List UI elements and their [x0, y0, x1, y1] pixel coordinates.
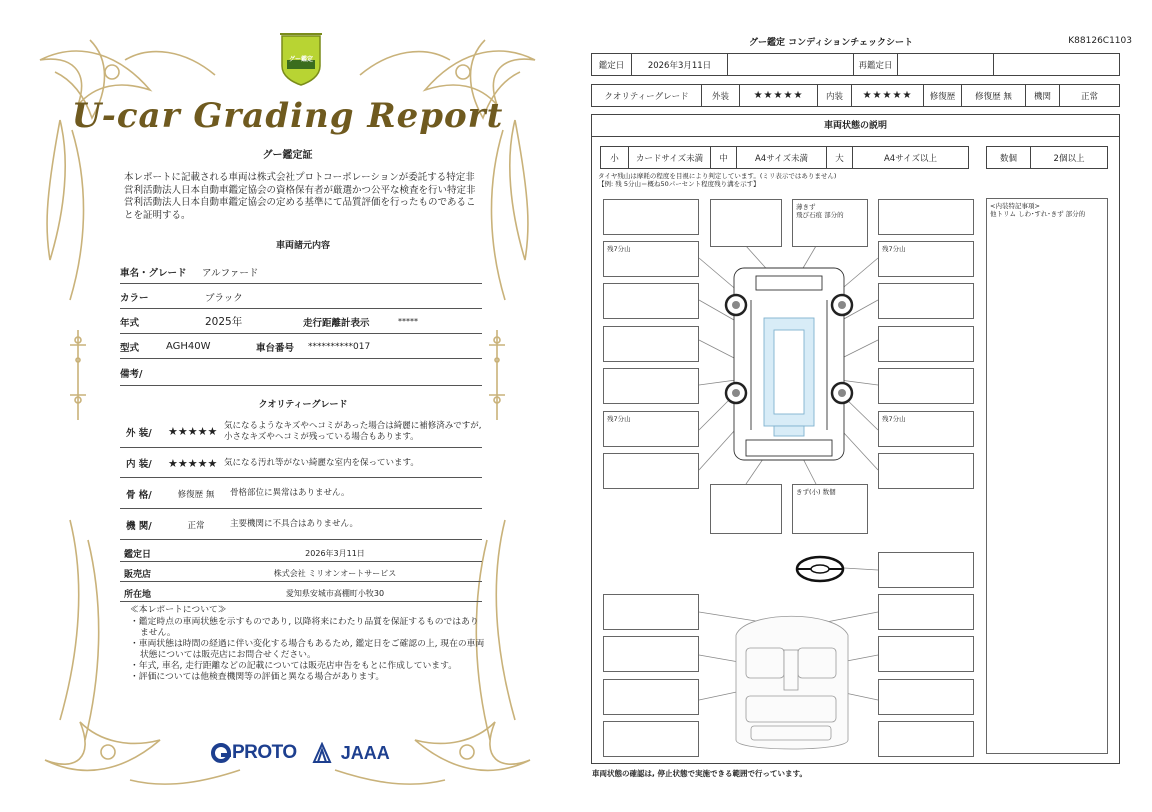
spec-row-remarks: [120, 360, 482, 386]
model-label: 型式: [120, 342, 140, 354]
report-script-title: U-car Grading Report: [71, 96, 504, 136]
grading-report: [0, 0, 575, 812]
grade-row-frame: [120, 479, 482, 509]
note-item: ・車両状態は時間の経過に伴い変化する場合もあるため, 鑑定日をご確認の上, 現在の車両状態については販売店にお問合せください。: [130, 639, 485, 660]
badge-label: グー鑑定: [288, 56, 313, 63]
condition-check-sheet: [586, 0, 1152, 812]
grade-label: 内 装/: [126, 459, 152, 470]
interior-box: [603, 594, 699, 630]
repair-value: 修復歴 無: [962, 85, 1026, 107]
info-label: 販売店: [124, 569, 152, 580]
size-small-label: 小: [601, 147, 629, 169]
year-label: 年式: [120, 317, 140, 329]
damage-box: [603, 453, 699, 489]
quality-section-title: クオリティーグレード: [258, 400, 348, 410]
date-label: 鑑定日: [592, 54, 632, 76]
damage-box: [710, 484, 782, 534]
model-value: AGH40W: [166, 341, 211, 352]
count-label: 数個: [987, 147, 1031, 169]
redate-label: 再鑑定日: [854, 54, 898, 76]
damage-box: [878, 199, 974, 235]
tire-note-line-1: タイヤ残山は摩耗の程度を目視により判定しています。(ミリ表示ではありません): [598, 172, 837, 180]
color-label: カラー: [120, 292, 149, 304]
proto-logo: PROTO: [232, 742, 297, 763]
grade-label: 外 装/: [126, 427, 152, 439]
damage-box-tire-rl: 残7分山: [603, 411, 699, 447]
interior-box: [603, 636, 699, 672]
tire-note-line-2: 【例: 残 5分山＝概ね50パーセント程度残り溝を示す】: [598, 180, 760, 188]
damage-box: [603, 283, 699, 319]
grade-description: 主要機関に不具合はありません。: [230, 519, 359, 529]
grade-stars: ★★★★★: [168, 456, 218, 470]
size-small-value: カードサイズ未満: [629, 147, 711, 169]
spec-section-title: 車両諸元内容: [275, 241, 330, 251]
mileage-value: *****: [398, 317, 418, 326]
note-item: ・評価については他検査機関等の評価と異なる場合があります。: [130, 672, 385, 682]
damage-box-front: 薄きず 飛び石痕 部分的: [792, 199, 868, 247]
size-medium-value: A4サイズ未満: [737, 147, 827, 169]
size-medium-label: 中: [711, 147, 737, 169]
date-value: 2026年3月11日: [632, 54, 728, 76]
jaaa-logo: JAAA: [340, 742, 390, 763]
steering-wheel-icon: [797, 557, 843, 581]
interior-box: [603, 721, 699, 757]
spec-row-model: [120, 335, 482, 359]
quality-label: クオリティーグレード: [592, 85, 702, 107]
sheet-footnote: 車両状態の確認は, 停止状態で実施できる範囲で行っています。: [592, 769, 807, 778]
remarks-label: 備考/: [120, 368, 143, 380]
info-row-address: [120, 585, 482, 602]
note-item: ・年式, 車名, 走行距離などの記載については販売店申告をもとに作成しています。: [130, 661, 457, 671]
damage-box: [603, 199, 699, 235]
certificate-title: グー鑑定証: [262, 150, 313, 161]
size-large-value: A4サイズ以上: [853, 147, 969, 169]
color-value: ブラック: [205, 292, 243, 304]
info-value: 愛知県安城市高棚町小牧30: [285, 588, 385, 598]
damage-box: [603, 326, 699, 362]
spec-row-name: [120, 260, 482, 284]
interior-box: [878, 679, 974, 715]
info-label: 鑑定日: [124, 549, 152, 560]
spec-row-color: [120, 285, 482, 309]
interior-box: [878, 636, 974, 672]
engine-label: 機関: [1026, 85, 1060, 107]
grade-description: 気になる汚れ等がない綺麗な室内を保っています。: [224, 457, 419, 468]
jaaa-logo-icon: [311, 742, 333, 764]
ext-stars: ★★★★★: [740, 85, 818, 107]
notes-title: ≪本レポートについて≫: [130, 605, 227, 615]
grade-label: 骨 格/: [126, 489, 152, 501]
damage-box-tire-rr: 残7分山: [878, 411, 974, 447]
name-value: アルファード: [202, 267, 259, 279]
damage-box: [710, 199, 782, 247]
info-row-date: [120, 545, 482, 562]
ext-label: 外装: [702, 85, 740, 107]
damage-box: [878, 368, 974, 404]
damage-box-tire-fr: 残7分山: [878, 241, 974, 277]
grade-row-engine: [120, 510, 482, 540]
size-large-label: 大: [827, 147, 853, 169]
sheet-title: グー鑑定 コンディションチェックシート: [749, 38, 913, 48]
interior-box: [878, 594, 974, 630]
condition-title: 車両状態の説明: [592, 115, 1119, 137]
damage-box: [603, 368, 699, 404]
info-label: 所在地: [124, 589, 152, 600]
sheet-code: K88126C1103: [1068, 36, 1132, 46]
int-stars: ★★★★★: [852, 85, 924, 107]
grade-value: 正常: [187, 520, 205, 531]
grade-row-interior: [120, 449, 482, 478]
interior-diagram-icon: [736, 616, 848, 749]
damage-box: [878, 283, 974, 319]
certificate-text: 本レポートに記載される車両は株式会社プロトコーポレーションが委託する特定非営利活動法人日本自動車鑑定協会の資格保有者が厳選かつ公平な検査を行い特定非営利活動法人日本自動車鑑定協会の定める基準にて品質評価を行ったものであることを証明する。: [124, 172, 476, 221]
damage-box: [878, 326, 974, 362]
info-row-dealer: [120, 565, 482, 582]
info-value: 2026年3月11日: [305, 548, 365, 558]
damage-box: [878, 453, 974, 489]
grade-value: 修復歴 無: [177, 489, 215, 500]
chassis-label: 車台番号: [256, 342, 295, 354]
mileage-label: 走行距離計表示: [303, 317, 370, 329]
interior-box: [878, 552, 974, 588]
interior-box: [878, 721, 974, 757]
spec-row-year: [120, 310, 482, 334]
grade-row-exterior: [120, 416, 482, 448]
info-value: 株式会社 ミリオンオートサービス: [273, 568, 397, 578]
grade-label: 機 関/: [126, 520, 152, 532]
note-item: ・鑑定時点の車両状態を示すものであり, 以降将来にわたり品質を保証するものではありません。: [130, 617, 479, 638]
footer-logos: [210, 742, 400, 764]
damage-box-tire-fl: 残7分山: [603, 241, 699, 277]
report-notes: [130, 605, 485, 683]
damage-box-rear: きず(小) 数個: [792, 484, 868, 534]
proto-logo-icon: [210, 742, 232, 764]
repair-label: 修復歴: [924, 85, 962, 107]
interior-notes-panel: <内装特記事項> 他トリム しわ･すれ･きず 部分的: [986, 198, 1108, 754]
grade-description: 骨格部位に異常はありません。: [230, 488, 350, 498]
count-value: 2個以上: [1031, 147, 1108, 169]
interior-box: [603, 679, 699, 715]
year-value: 2025年: [205, 316, 243, 328]
grade-description: 気になるようなキズやヘコミがあった場合は綺麗に補修済みですが, 小さなキズやヘコミが残っている場合もあります。: [224, 420, 482, 442]
int-label: 内装: [818, 85, 852, 107]
engine-value: 正常: [1060, 85, 1120, 107]
name-label: 車名・グレード: [120, 267, 187, 279]
chassis-value: **********017: [308, 341, 371, 352]
grade-stars: ★★★★★: [168, 425, 218, 438]
